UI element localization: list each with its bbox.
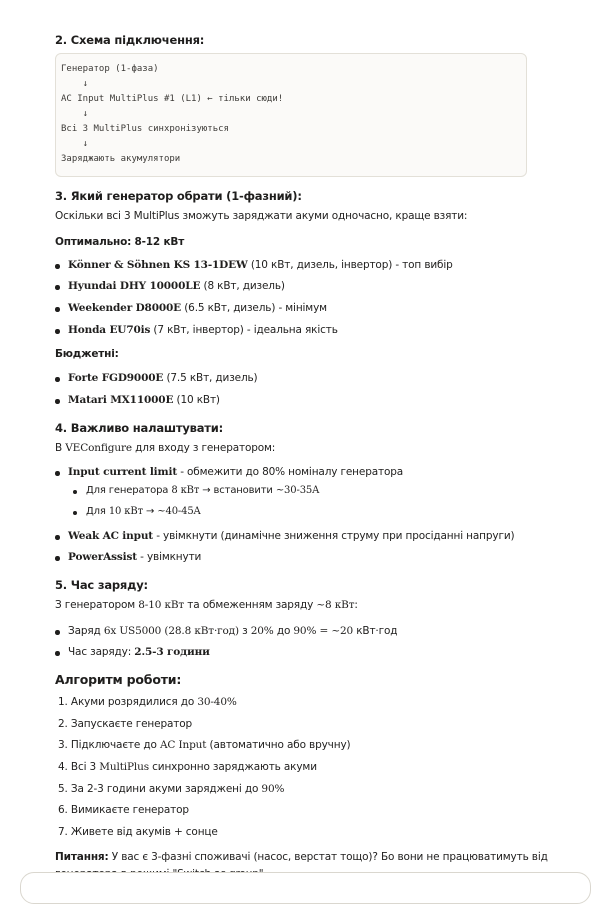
ordered-item: 1. Акуми розрядилися до 30-40% (58, 696, 237, 708)
list-item: Hyundai DHY 10000LE (8 кВт, дизель) (68, 280, 285, 292)
list-item: Час заряду: 2.5-3 години (68, 646, 210, 658)
section-3-heading: 3. Який генератор обрати (1-фазний): (55, 189, 302, 203)
ordered-item: 3. Підключаєте до AC Input (автоматично або вручну) (58, 739, 351, 751)
section-2-heading: 2. Схема підключення: (55, 33, 205, 47)
chat-input-box[interactable] (20, 872, 591, 904)
sub-list-item: Для генератора 8 кВт → встановити ~30-35A (86, 485, 320, 496)
code-line: ↓ (61, 139, 89, 149)
code-line: ↓ (61, 79, 89, 89)
code-line: AC Input MultiPlus #1 (L1) ← тільки сюди! (61, 94, 284, 104)
optimal-label: Оптимально: 8-12 кВт (55, 236, 185, 248)
section-4-intro: В VEConfigure для входу з генератором: (55, 442, 276, 454)
list-item: PowerAssist - увімкнути (68, 551, 202, 563)
sub-list-item: Для 10 кВт → ~40-45A (86, 506, 201, 517)
code-line: Всі 3 MultiPlus синхронізуються (61, 124, 229, 134)
code-line: ↓ (61, 109, 89, 119)
code-line: Заряджають акумулятори (61, 154, 181, 164)
code-block (55, 53, 527, 177)
question-line: Питання: У вас є 3-фазні споживачі (насос, верстат тощо)? Бо вони не працюватимуть від (55, 851, 548, 863)
list-item: Weak AC input - увімкнути (динамічне зниження струму при просіданні напруги) (68, 530, 515, 542)
ordered-item: 5. За 2-3 години акуми заряджені до 90% (58, 783, 285, 795)
section-5-heading: 5. Час заряду: (55, 578, 148, 592)
ordered-item: 2. Запускаєте генератор (58, 718, 192, 730)
code-line: Генератор (1-фаза) (61, 64, 159, 74)
list-item: Könner & Söhnen KS 13-1DEW (10 кВт, дизель, інвертор) - топ вибір (68, 259, 453, 271)
budget-label: Бюджетні: (55, 348, 119, 360)
section-5-intro: З генератором 8-10 кВт та обмеженням заряду ~8 кВт: (55, 599, 358, 611)
ordered-item: 7. Живете від акумів + сонце (58, 826, 218, 838)
list-item: Honda EU70is (7 кВт, інвертор) - ідеальна якість (68, 324, 338, 336)
list-item: Weekender D8000E (6.5 кВт, дизель) - мінімум (68, 302, 327, 314)
list-item: Matari MX11000E (10 кВт) (68, 394, 220, 406)
algorithm-heading: Алгоритм роботи: (55, 672, 182, 687)
ordered-item: 6. Вимикаєте генератор (58, 804, 189, 816)
list-item: Input current limit - обмежити до 80% номіналу генератора (68, 466, 404, 478)
list-item: Forte FGD9000E (7.5 кВт, дизель) (68, 372, 258, 384)
section-4-heading: 4. Важливо налаштувати: (55, 421, 224, 435)
ordered-item: 4. Всі 3 MultiPlus синхронно заряджають акуми (58, 761, 317, 773)
list-item: Заряд 6x US5000 (28.8 кВт·год) з 20% до 90% = ~20 кВт·год (68, 625, 398, 637)
section-3-intro: Оскільки всі 3 MultiPlus зможуть заряджати акуми одночасно, краще взяти: (55, 210, 468, 222)
